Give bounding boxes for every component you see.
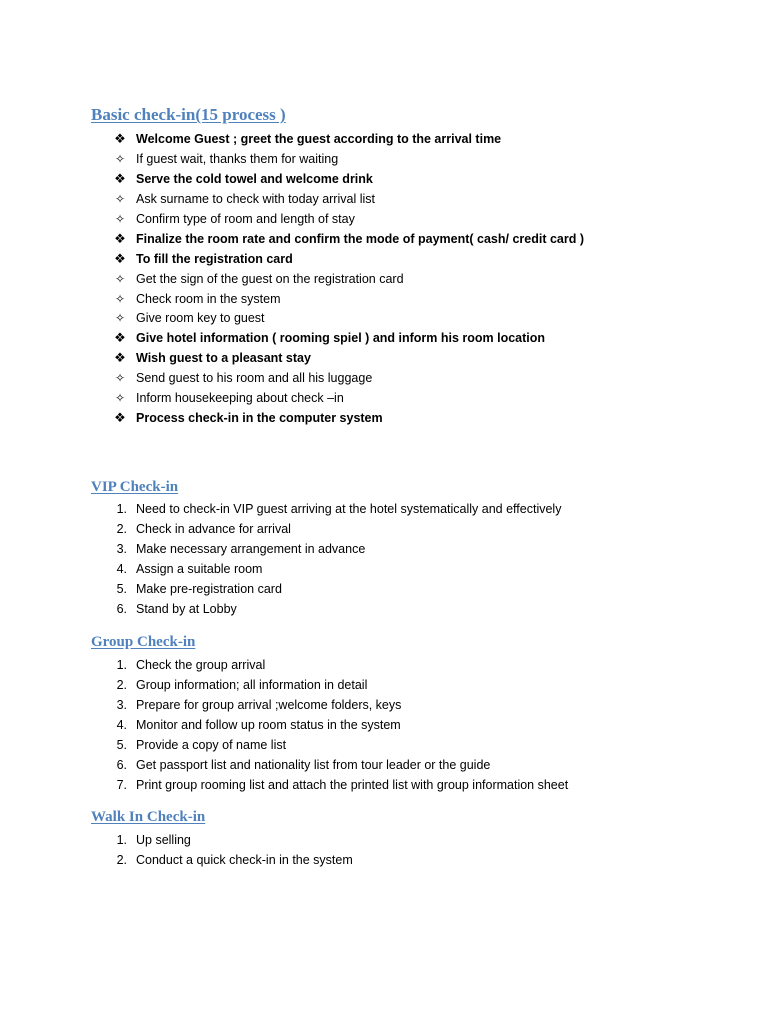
- list-item-text: Check room in the system: [136, 291, 281, 306]
- list-item-text: Wish guest to a pleasant stay: [136, 351, 311, 366]
- list-item-number: 1.: [116, 658, 127, 672]
- list-item-text: Check the group arrival: [136, 658, 266, 672]
- star-bullet-icon: ✧: [114, 371, 126, 386]
- section-heading-group-check-in: Group Check-in: [91, 634, 196, 650]
- list-item-text: Get the sign of the guest on the registration card: [136, 271, 404, 286]
- list-item-text: Finalize the room rate and confirm the mode of payment( cash/ credit card ): [136, 231, 585, 246]
- list-item-text: Assign a suitable room: [136, 562, 263, 576]
- list-item-text: Print group rooming list and attach the printed list with group information sheet: [136, 778, 569, 792]
- list-item-text: Check in advance for arrival: [136, 522, 291, 536]
- diamond-bullet-icon: ❖: [114, 250, 126, 266]
- list-item-text: Up selling: [136, 833, 191, 847]
- list-item-text: Inform housekeeping about check –in: [136, 391, 344, 406]
- diamond-bullet-icon: ❖: [114, 330, 126, 346]
- list-item-text: If guest wait, thanks them for waiting: [136, 151, 339, 166]
- diamond-bullet-icon: ❖: [114, 170, 126, 186]
- list-item-number: 6.: [116, 602, 127, 616]
- list-item-number: 2.: [116, 678, 127, 692]
- diamond-bullet-icon: ❖: [114, 131, 126, 146]
- list-item-text: Serve the cold towel and welcome drink: [136, 171, 373, 186]
- list-item-number: 2.: [116, 522, 127, 536]
- star-bullet-icon: ✧: [114, 291, 126, 306]
- section-heading-vip-check-in: VIP Check-in: [91, 479, 179, 495]
- list-item-text: Process check-in in the computer system: [136, 411, 383, 426]
- list-item-text: Confirm type of room and length of stay: [136, 211, 355, 226]
- list-item-number: 1.: [116, 833, 127, 847]
- star-bullet-icon: ✧: [114, 311, 126, 326]
- diamond-bullet-icon: ❖: [114, 410, 126, 426]
- list-item-text: Conduct a quick check-in in the system: [136, 853, 353, 867]
- star-bullet-icon: ✧: [114, 151, 126, 166]
- list-item-text: Need to check-in VIP guest arriving at the hotel systematically and effectively: [136, 502, 562, 516]
- list-item-text: Send guest to his room and all his luggage: [136, 371, 373, 386]
- list-item-text: Provide a copy of name list: [136, 738, 287, 752]
- list-item-number: 5.: [116, 582, 127, 596]
- list-item-text: Get passport list and nationality list from tour leader or the guide: [136, 758, 491, 772]
- list-item-text: Stand by at Lobby: [136, 602, 237, 616]
- list-item-text: Give room key to guest: [136, 311, 265, 326]
- list-item-number: 3.: [116, 542, 127, 556]
- list-item-number: 3.: [116, 698, 127, 712]
- diamond-bullet-icon: ❖: [114, 230, 126, 246]
- list-item-text: Make necessary arrangement in advance: [136, 542, 366, 556]
- star-bullet-icon: ✧: [114, 271, 126, 286]
- list-item-text: Ask surname to check with today arrival list: [136, 191, 375, 206]
- list-item-number: 4.: [116, 562, 127, 576]
- star-bullet-icon: ✧: [114, 211, 126, 226]
- list-item-number: 2.: [116, 853, 127, 867]
- list-item-text: Make pre-registration card: [136, 582, 282, 596]
- list-item-number: 6.: [116, 758, 127, 772]
- list-item-text: Prepare for group arrival ;welcome folders, keys: [136, 698, 402, 712]
- diamond-bullet-icon: ❖: [114, 350, 126, 366]
- star-bullet-icon: ✧: [114, 191, 126, 206]
- list-item-number: 5.: [116, 738, 127, 752]
- star-bullet-icon: ✧: [114, 391, 126, 406]
- list-item-number: 1.: [116, 502, 127, 516]
- list-item-text: Group information; all information in detail: [136, 678, 368, 692]
- section-heading-walk-in-check-in: Walk In Check-in: [91, 809, 206, 825]
- section-heading-basic-check-in: Basic check-in(15 process ): [91, 105, 286, 124]
- list-item-text: Give hotel information ( rooming spiel ) and inform his room location: [136, 331, 546, 346]
- list-item-text: Welcome Guest ; greet the guest according to the arrival time: [136, 132, 502, 146]
- list-item-number: 7.: [116, 778, 127, 792]
- list-item-text: To fill the registration card: [136, 251, 293, 266]
- list-item-text: Monitor and follow up room status in the system: [136, 718, 401, 732]
- list-item-number: 4.: [116, 718, 127, 732]
